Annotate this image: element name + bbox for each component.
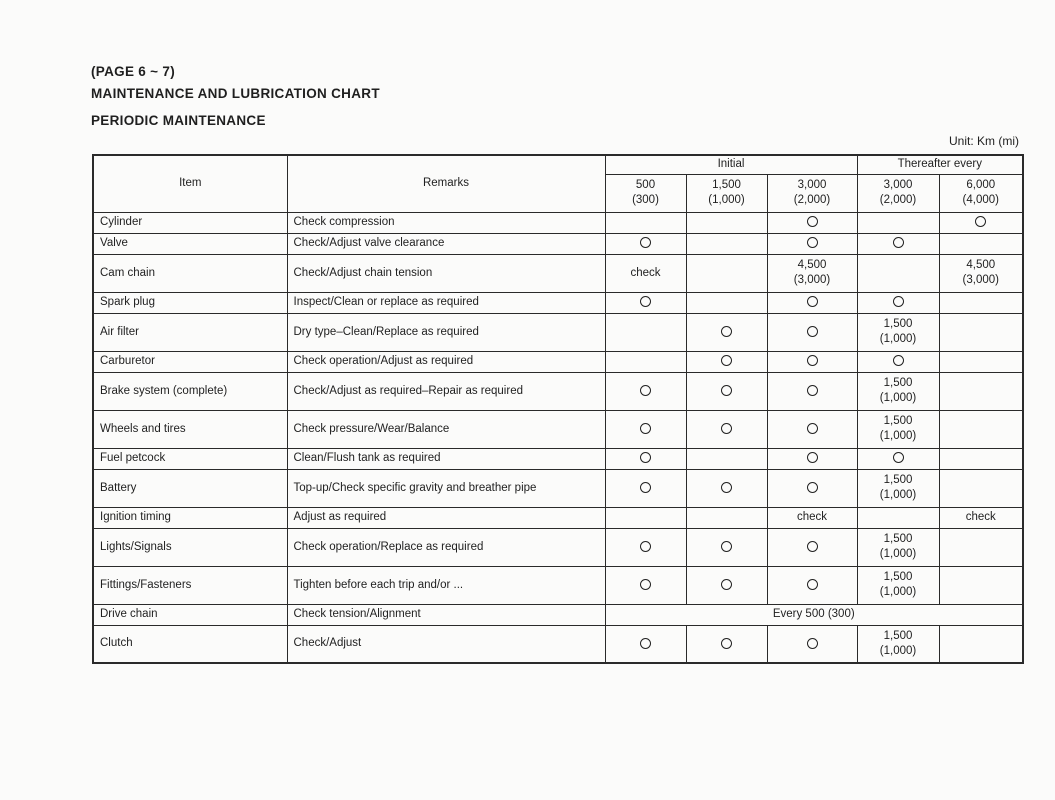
check-mark-cell <box>939 212 1023 233</box>
check-mark-cell <box>605 625 686 663</box>
circle-mark-icon <box>893 452 904 463</box>
mi-value: (3,000) <box>962 274 999 286</box>
table-row <box>93 233 1023 254</box>
circle-mark-icon <box>893 237 904 248</box>
empty-cell <box>939 410 1023 448</box>
empty-cell <box>939 566 1023 604</box>
remarks-cell: Check operation/Adjust as required <box>287 351 605 372</box>
text-value-cell: check <box>767 507 857 528</box>
check-mark-cell <box>767 313 857 351</box>
check-mark-cell <box>857 292 939 313</box>
empty-cell <box>939 292 1023 313</box>
check-mark-cell <box>605 528 686 566</box>
table-row <box>93 566 1023 604</box>
page-reference: (PAGE 6 ~ 7) <box>91 64 175 79</box>
chart-title: MAINTENANCE AND LUBRICATION CHART <box>91 86 380 101</box>
circle-mark-icon <box>807 452 818 463</box>
circle-mark-icon <box>721 385 732 396</box>
circle-mark-icon <box>721 482 732 493</box>
remarks-cell: Check operation/Replace as required <box>287 528 605 566</box>
remarks-cell: Check/Adjust <box>287 625 605 663</box>
interval-value-cell <box>857 313 939 351</box>
interval-value-cell <box>857 469 939 507</box>
check-mark-cell <box>857 233 939 254</box>
table-row <box>93 507 1023 528</box>
circle-mark-icon <box>721 423 732 434</box>
mi-value: (1,000) <box>879 586 917 598</box>
check-mark-cell <box>767 351 857 372</box>
empty-cell <box>939 313 1023 351</box>
remarks-cell: Clean/Flush tank as required <box>287 448 605 469</box>
item-cell: Battery <box>93 469 287 507</box>
table-row <box>93 292 1023 313</box>
check-mark-cell <box>605 292 686 313</box>
circle-mark-icon <box>640 579 651 590</box>
chart-subtitle: PERIODIC MAINTENANCE <box>91 113 266 128</box>
header-item: Item <box>93 155 287 212</box>
circle-mark-icon <box>807 326 818 337</box>
check-mark-cell <box>686 469 767 507</box>
empty-cell <box>605 507 686 528</box>
circle-mark-icon <box>807 385 818 396</box>
check-mark-cell <box>686 566 767 604</box>
empty-cell <box>605 313 686 351</box>
maintenance-table <box>92 154 1024 664</box>
empty-cell <box>939 233 1023 254</box>
mi-value: (3,000) <box>793 274 831 286</box>
check-mark-cell <box>767 372 857 410</box>
item-cell: Drive chain <box>93 604 287 625</box>
km-value: 1,500 <box>883 474 913 486</box>
mi-value: (1,000) <box>879 548 917 560</box>
check-mark-cell <box>767 448 857 469</box>
circle-mark-icon <box>640 385 651 396</box>
remarks-cell: Check/Adjust as required–Repair as required <box>287 372 605 410</box>
table-row <box>93 528 1023 566</box>
item-cell: Lights/Signals <box>93 528 287 566</box>
circle-mark-icon <box>640 541 651 552</box>
interval-header: 1,500 (1,000) <box>686 174 767 212</box>
check-mark-cell <box>767 566 857 604</box>
remarks-cell: Adjust as required <box>287 507 605 528</box>
empty-cell <box>686 507 767 528</box>
empty-cell <box>857 212 939 233</box>
interval-value-cell <box>857 528 939 566</box>
interval-span-cell: Every 500 (300) <box>605 604 1023 625</box>
empty-cell <box>939 372 1023 410</box>
km-value: 1,500 <box>883 629 913 642</box>
empty-cell <box>605 351 686 372</box>
mi-value: (1,000) <box>879 644 917 657</box>
remarks-cell: Inspect/Clean or replace as required <box>287 292 605 313</box>
item-cell: Air filter <box>93 313 287 351</box>
mi-value: (1,000) <box>879 489 917 501</box>
interval-header: 6,000 (4,000) <box>939 174 1023 212</box>
table-row <box>93 625 1023 663</box>
remarks-cell: Check compression <box>287 212 605 233</box>
circle-mark-icon <box>807 237 818 248</box>
check-mark-cell <box>605 566 686 604</box>
check-mark-cell <box>605 410 686 448</box>
km-value: 1,500 <box>883 415 913 427</box>
mi-value: (1,000) <box>879 333 917 345</box>
circle-mark-icon <box>640 638 651 649</box>
empty-cell <box>939 448 1023 469</box>
km-value: 1,500 <box>883 318 913 330</box>
check-mark-cell <box>605 448 686 469</box>
check-mark-cell <box>686 625 767 663</box>
circle-mark-icon <box>640 237 651 248</box>
item-cell: Cylinder <box>93 212 287 233</box>
item-cell: Wheels and tires <box>93 410 287 448</box>
item-cell: Brake system (complete) <box>93 372 287 410</box>
mi-value: (1,000) <box>879 392 917 404</box>
check-mark-cell <box>767 292 857 313</box>
circle-mark-icon <box>721 326 732 337</box>
text-value-cell: check <box>939 507 1023 528</box>
text-value-cell: check <box>605 254 686 292</box>
remarks-cell: Check/Adjust valve clearance <box>287 233 605 254</box>
empty-cell <box>686 292 767 313</box>
table-row <box>93 351 1023 372</box>
circle-mark-icon <box>975 216 986 227</box>
empty-cell <box>686 254 767 292</box>
empty-cell <box>686 212 767 233</box>
circle-mark-icon <box>807 638 818 649</box>
remarks-cell: Check tension/Alignment <box>287 604 605 625</box>
table-row <box>93 212 1023 233</box>
interval-header: 3,000 (2,000) <box>767 174 857 212</box>
empty-cell <box>857 507 939 528</box>
check-mark-cell <box>767 212 857 233</box>
table-row <box>93 448 1023 469</box>
table-row <box>93 410 1023 448</box>
km-value: 1,500 <box>883 533 913 545</box>
km-value: 1,500 <box>883 377 913 389</box>
km-value: 4,500 <box>797 259 827 271</box>
interval-value-cell <box>857 410 939 448</box>
km-value: 4,500 <box>966 259 996 271</box>
circle-mark-icon <box>807 355 818 366</box>
empty-cell <box>857 254 939 292</box>
item-cell: Ignition timing <box>93 507 287 528</box>
circle-mark-icon <box>640 423 651 434</box>
check-mark-cell <box>767 469 857 507</box>
interval-value-cell <box>857 372 939 410</box>
item-cell: Fittings/Fasteners <box>93 566 287 604</box>
check-mark-cell <box>767 410 857 448</box>
circle-mark-icon <box>640 296 651 307</box>
remarks-cell: Tighten before each trip and/or ... <box>287 566 605 604</box>
item-cell: Carburetor <box>93 351 287 372</box>
remarks-cell: Check/Adjust chain tension <box>287 254 605 292</box>
interval-value-cell <box>857 566 939 604</box>
table-row <box>93 313 1023 351</box>
remarks-cell: Check pressure/Wear/Balance <box>287 410 605 448</box>
circle-mark-icon <box>807 482 818 493</box>
item-cell: Fuel petcock <box>93 448 287 469</box>
item-cell: Cam chain <box>93 254 287 292</box>
check-mark-cell <box>686 313 767 351</box>
table-row <box>93 372 1023 410</box>
circle-mark-icon <box>721 638 732 649</box>
check-mark-cell <box>767 625 857 663</box>
remarks-cell: Top-up/Check specific gravity and breather pipe <box>287 469 605 507</box>
table-row <box>93 254 1023 292</box>
circle-mark-icon <box>893 355 904 366</box>
empty-cell <box>686 448 767 469</box>
km-value: 1,500 <box>883 571 913 583</box>
table-row <box>93 604 1023 625</box>
circle-mark-icon <box>721 579 732 590</box>
check-mark-cell <box>686 410 767 448</box>
empty-cell <box>686 233 767 254</box>
item-cell: Valve <box>93 233 287 254</box>
interval-value-cell <box>767 254 857 292</box>
item-cell: Spark plug <box>93 292 287 313</box>
empty-cell <box>605 212 686 233</box>
check-mark-cell <box>686 351 767 372</box>
check-mark-cell <box>605 233 686 254</box>
circle-mark-icon <box>807 296 818 307</box>
circle-mark-icon <box>807 216 818 227</box>
check-mark-cell <box>857 351 939 372</box>
empty-cell <box>939 528 1023 566</box>
header-initial: Initial <box>605 155 857 174</box>
check-mark-cell <box>605 372 686 410</box>
empty-cell <box>939 351 1023 372</box>
circle-mark-icon <box>640 482 651 493</box>
circle-mark-icon <box>807 579 818 590</box>
check-mark-cell <box>686 528 767 566</box>
interval-value-cell <box>857 625 939 663</box>
check-mark-cell <box>767 233 857 254</box>
circle-mark-icon <box>721 355 732 366</box>
remarks-cell: Dry type–Clean/Replace as required <box>287 313 605 351</box>
mi-value: (1,000) <box>879 430 917 442</box>
circle-mark-icon <box>640 452 651 463</box>
interval-header: 3,000 (2,000) <box>857 174 939 212</box>
check-mark-cell <box>605 469 686 507</box>
circle-mark-icon <box>807 423 818 434</box>
header-thereafter: Thereafter every <box>857 155 1023 174</box>
empty-cell <box>939 625 1023 663</box>
circle-mark-icon <box>807 541 818 552</box>
item-cell: Clutch <box>93 625 287 663</box>
table-row <box>93 469 1023 507</box>
check-mark-cell <box>767 528 857 566</box>
empty-cell <box>939 469 1023 507</box>
unit-label: Unit: Km (mi) <box>949 134 1019 148</box>
interval-header: 500 (300) <box>605 174 686 212</box>
interval-value-cell <box>939 254 1023 292</box>
check-mark-cell <box>686 372 767 410</box>
circle-mark-icon <box>893 296 904 307</box>
header-remarks: Remarks <box>287 155 605 212</box>
check-mark-cell <box>857 448 939 469</box>
circle-mark-icon <box>721 541 732 552</box>
